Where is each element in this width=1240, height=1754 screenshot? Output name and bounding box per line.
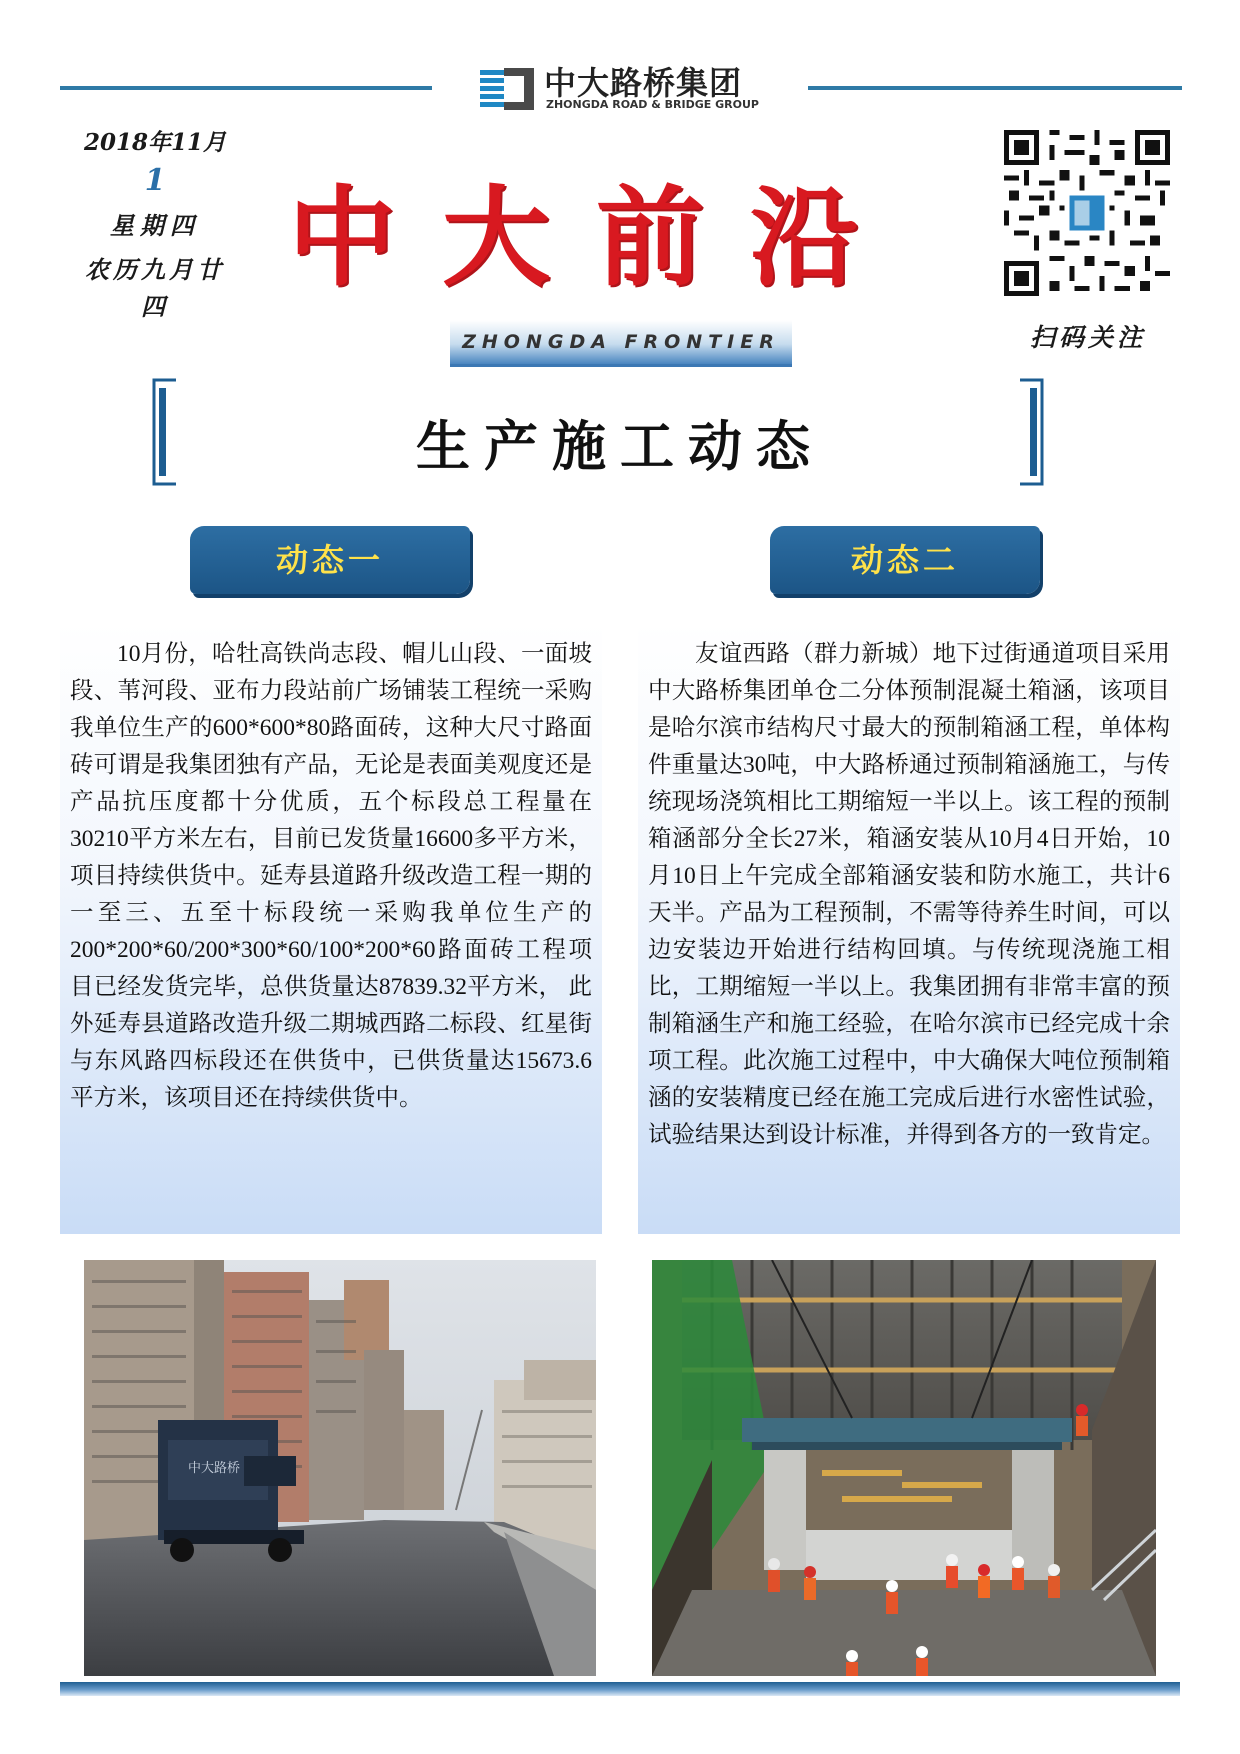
news-label-2: 动态二 xyxy=(770,526,1040,594)
news-label-1: 动态一 xyxy=(190,526,470,594)
culvert-installation-photo xyxy=(652,1260,1156,1676)
masthead-subtitle: ZHONGDA FRONTIER xyxy=(450,320,792,367)
issue-lunar-date: 农历九月廿 xyxy=(85,255,225,284)
issue-date-block xyxy=(70,128,240,322)
qr-caption: 扫码关注 xyxy=(1029,323,1146,352)
news-panel-2 xyxy=(638,622,1180,1234)
news-text-2: 友谊西路（群力新城）地下过街通道项目采用中大路桥集团单仓二分体预制混凝土箱涵，该项目是哈尔滨市结构尺寸最大的预制箱涵工程，单体构件重量达30吨，中大路桥通过预制箱涵施工，与传统现场浇筑相比工期缩短一半以上。该工程的预制箱涵部分全长27米，箱涵安装从10月4日开始，10月10日上午完成全部箱涵安装和防水施工，共计6天半。产品为工程预制，不需等待养生时间，可以边安装边开始进行结构回填。与传统现浇施工相比，工期缩短一半以上。我集团拥有非常丰富的预制箱涵生产和施工经验，在哈尔滨市已经完成十余项工程。此次施工过程中，中大确保大吨位预制箱涵的安装精度已经在施工完成后进行水密性试验，试验结果达到设计标准，并得到各方的一致肯定。 xyxy=(648,641,1170,1148)
header-rule-right xyxy=(808,86,1182,90)
masthead-title: 中大前沿 xyxy=(288,175,905,301)
issue-year-month: 2018年11月 xyxy=(83,129,227,156)
news-panel-1 xyxy=(60,622,602,1234)
bracket-left-icon xyxy=(150,378,178,486)
header-rule-left xyxy=(60,86,432,90)
truck-logo-text: 中大路桥 xyxy=(188,1461,241,1476)
bracket-right-icon xyxy=(1018,378,1046,486)
company-name-cn: 中大路桥集团 xyxy=(544,64,743,102)
company-logo-icon xyxy=(478,64,536,114)
company-name-en: ZHONGDA ROAD & BRIDGE GROUP xyxy=(546,98,759,111)
issue-weekday: 星期四 xyxy=(110,211,200,240)
news-text-1: 10月份，哈牡高铁尚志段、帽儿山段、一面坡段、苇河段、亚布力段站前广场铺装工程统一采购我单位生产的600*600*80路面砖，这种大尺寸路面砖可谓是我集团独有产品，无论是表面美观度还是产品抗压度都十分优质，五个标段总工程量在30210平方米左右，目前已发货量16600多平方米，项目持续供货中。延寿县道路升级改造工程一期的一至三、五至十标段统一采购我单位生产的200*200*60/200*300*60/100*200*60路面砖工程项目已经发货完毕，总供货量达87839.32平方米， 此外延寿县道路改造升级二期城西路二标段、红星街与东风路四标段还在供货中，已供货量达15673.6平方米，该项目还在持续供货中。 xyxy=(70,641,592,1111)
issue-day: 1 xyxy=(144,163,166,198)
issue-lunar-date-cont: 四 xyxy=(141,292,169,321)
section-title: 生产施工动态 xyxy=(416,414,824,478)
footer-bar xyxy=(60,1682,1180,1696)
qr-code-icon[interactable] xyxy=(1004,130,1170,296)
road-paving-photo xyxy=(84,1260,596,1676)
